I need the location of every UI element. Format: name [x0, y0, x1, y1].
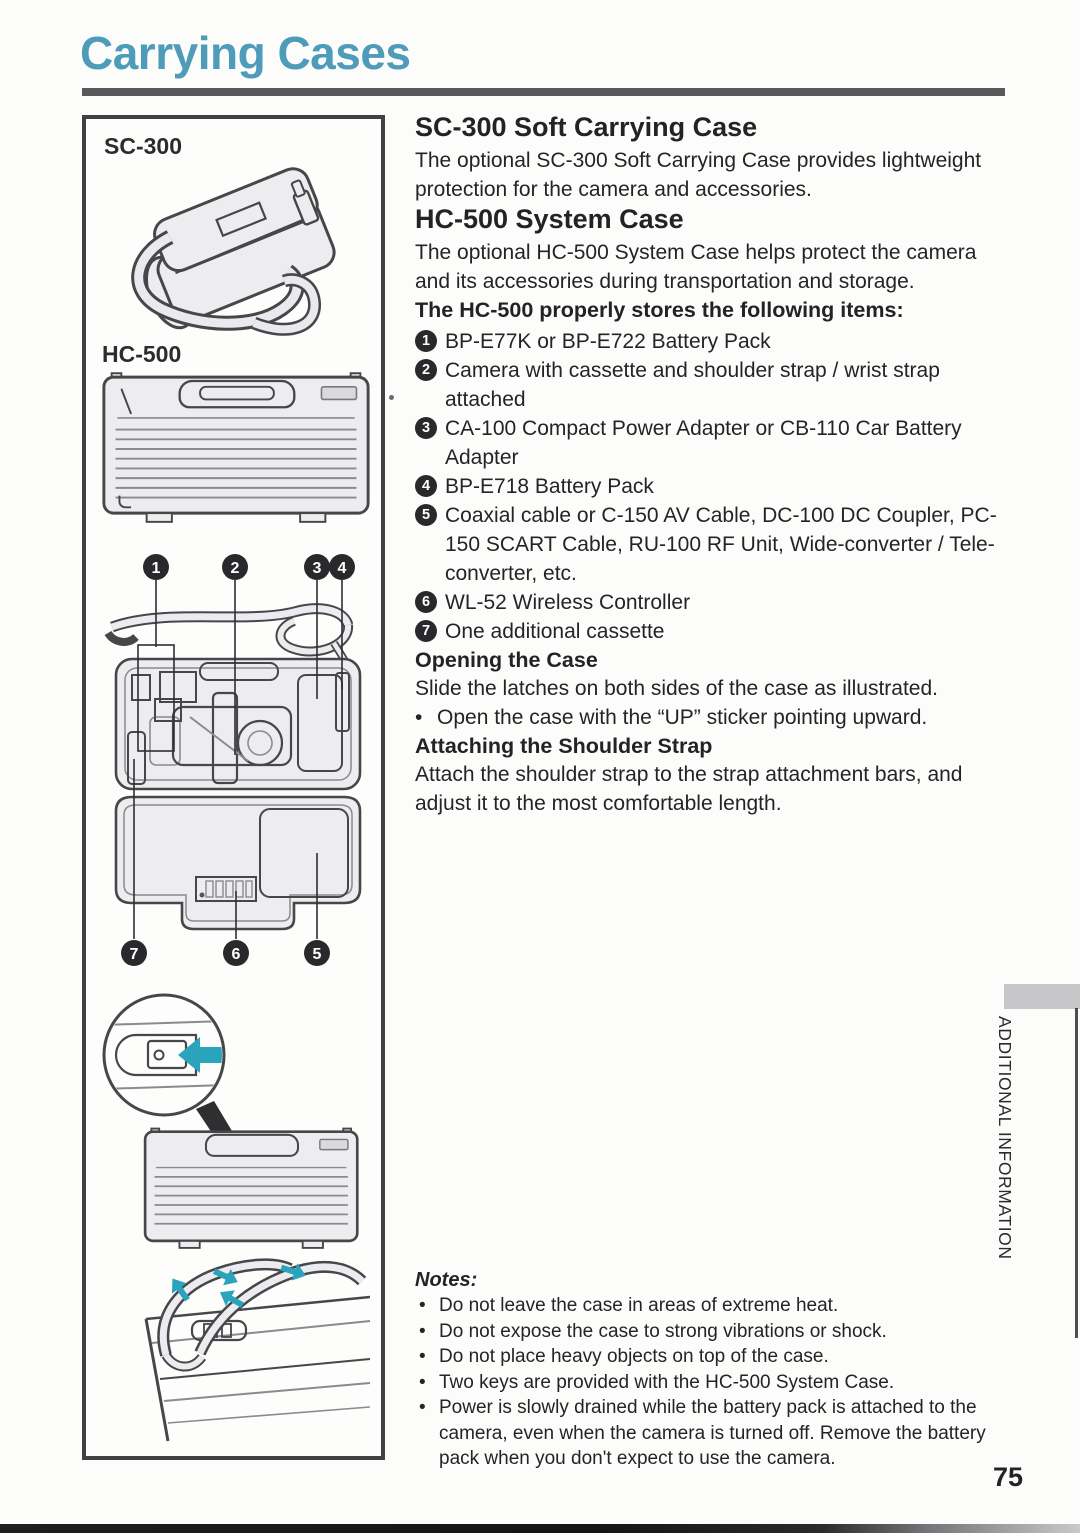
- section-tab: [1004, 984, 1080, 1009]
- page-edge-shadow: [1075, 1008, 1078, 1338]
- list-item: [415, 472, 1007, 501]
- section-sidebar-label: ADDITIONAL INFORMATION: [995, 1016, 1015, 1260]
- list-item: [415, 327, 1007, 356]
- callout-7-badge: [121, 940, 147, 966]
- stored-items-list: [415, 327, 1007, 646]
- bullet-glyph: •: [419, 1371, 426, 1393]
- svg-text:3: 3: [312, 560, 322, 577]
- hc500-heading: HC-500 System Case: [415, 204, 684, 234]
- svg-text:1: 1: [151, 560, 161, 577]
- item-number-badge: 3: [415, 417, 437, 439]
- list-item-text: CA-100 Compact Power Adapter or CB-110 Car Battery Adapter: [445, 417, 962, 469]
- note-text: Do not leave the case in areas of extreme heat.: [439, 1295, 839, 1316]
- opening-line: Slide the latches on both sides of the case as illustrated.: [415, 677, 938, 700]
- latch-detail-illustration: [92, 979, 384, 1251]
- sc300-bag-illustration: [104, 159, 368, 345]
- sc300-heading: SC-300 Soft Carrying Case: [415, 112, 758, 142]
- stores-heading: The HC-500 properly stores the following items:: [415, 298, 904, 322]
- list-item: [415, 414, 1007, 472]
- notes-heading: Notes:: [415, 1269, 478, 1291]
- list-item: [415, 617, 1007, 646]
- note-text: Power is slowly drained while the battery pack is attached to the camera, even when the camera is turned off. Remove the battery pack when you don't expect to use the camera.: [439, 1397, 986, 1469]
- bullet-glyph: •: [419, 1320, 426, 1342]
- note-item: [415, 1344, 1007, 1370]
- list-item-text: BP-E77K or BP-E722 Battery Pack: [445, 330, 771, 353]
- print-artifact-dot: [389, 395, 394, 400]
- illustration-panel: [82, 115, 385, 1460]
- sc300-label: SC-300: [104, 133, 182, 159]
- bullet-glyph: •: [419, 1295, 426, 1316]
- item-number-badge: 7: [415, 620, 437, 642]
- callout-1-badge: [143, 554, 169, 580]
- opening-heading: Opening the Case: [415, 648, 598, 672]
- item-number-badge: 4: [415, 475, 437, 497]
- item-number-badge: 1: [415, 330, 437, 352]
- opening-bullet: [415, 704, 1007, 733]
- item-number-badge: 6: [415, 591, 437, 613]
- bullet-glyph: •: [419, 1346, 426, 1367]
- note-item: [415, 1293, 1007, 1319]
- list-item-text: Coaxial cable or C-150 AV Cable, DC-100 DC Coupler, PC-150 SCART Cable, RU-100 RF Unit, Wide-converter / Tele-converter, etc.: [445, 504, 997, 585]
- list-item: [415, 501, 1007, 588]
- item-number-badge: 5: [415, 504, 437, 526]
- note-text: Two keys are provided with the HC-500 System Case.: [439, 1371, 895, 1393]
- hc500-label: HC-500: [102, 341, 182, 367]
- svg-text:2: 2: [230, 560, 240, 577]
- main-text-column: [415, 112, 1007, 1472]
- list-item-text: WL-52 Wireless Controller: [445, 591, 691, 614]
- strap-body: Attach the shoulder strap to the strap attachment bars, and adjust it to the most comfortable length.: [415, 763, 963, 815]
- callout-4-badge: [329, 554, 355, 580]
- list-item-text: One additional cassette: [445, 620, 665, 643]
- hc500-case-illustration: [100, 371, 372, 527]
- opening-bullet-text: Open the case with the “UP” sticker pointing upward.: [437, 705, 928, 729]
- callout-6-badge: [223, 940, 249, 966]
- list-item-text: Camera with cassette and shoulder strap / wrist strap attached: [445, 359, 940, 411]
- svg-text:6: 6: [231, 946, 241, 963]
- open-case-illustration: [98, 547, 378, 997]
- note-item: [415, 1395, 1007, 1472]
- page-number: 75: [993, 1462, 1024, 1492]
- note-text: Do not place heavy objects on top of the case.: [439, 1346, 829, 1367]
- note-item: [415, 1319, 1007, 1345]
- hc500-body: The optional HC-500 System Case helps protect the camera and its accessories during transportation and storage.: [415, 241, 977, 293]
- note-text: Do not expose the case to strong vibrations or shock.: [439, 1320, 887, 1342]
- svg-text:4: 4: [337, 560, 347, 577]
- bullet-glyph: •: [415, 705, 423, 729]
- callout-5-badge: [304, 940, 330, 966]
- list-item-text: BP-E718 Battery Pack: [445, 475, 654, 498]
- scan-edge-bar: [0, 1524, 1080, 1533]
- strap-heading: Attaching the Shoulder Strap: [415, 734, 713, 758]
- page-title: Carrying Cases: [80, 27, 411, 79]
- title-rule: [82, 88, 1005, 96]
- bullet-glyph: •: [419, 1397, 426, 1418]
- note-item: [415, 1370, 1007, 1396]
- list-item: [415, 356, 1007, 414]
- callout-3-badge: [304, 554, 330, 580]
- list-item: [415, 588, 1007, 617]
- svg-text:5: 5: [312, 946, 322, 963]
- notes-section: [415, 1268, 1007, 1472]
- strap-attachment-illustration: [134, 1257, 374, 1445]
- sc300-body: The optional SC-300 Soft Carrying Case provides lightweight protection for the camera and accessories.: [415, 149, 982, 201]
- item-number-badge: 2: [415, 359, 437, 381]
- callout-2-badge: [222, 554, 248, 580]
- svg-text:7: 7: [129, 946, 139, 963]
